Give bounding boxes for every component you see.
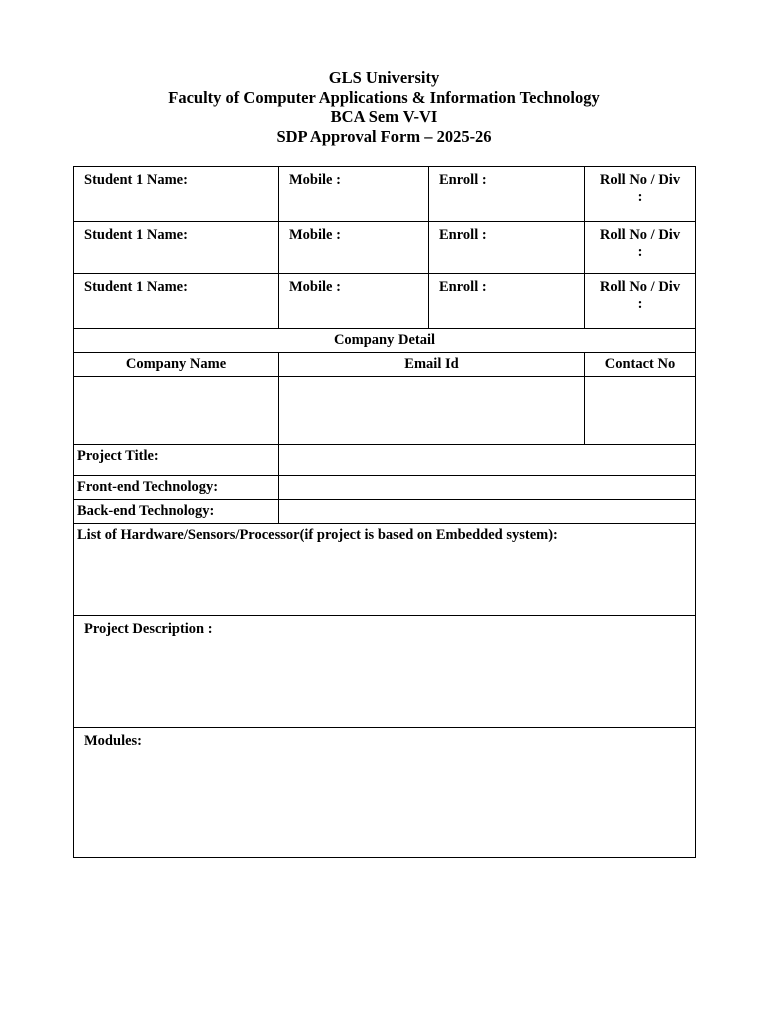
student-mobile-cell[interactable] — [279, 274, 429, 329]
student-mobile-label: Mobile : — [289, 279, 341, 295]
modules-field[interactable] — [74, 728, 696, 858]
frontend-field[interactable] — [279, 476, 696, 500]
student-name-label: Student 1 Name: — [84, 279, 188, 295]
project-title-label: Project Title: — [74, 445, 279, 476]
student-roll-label: Roll No / Div — [599, 227, 681, 243]
frontend-row — [74, 476, 696, 500]
description-label: Project Description : — [84, 621, 213, 637]
student-name-label: Student 1 Name: — [84, 227, 188, 243]
student-roll-label: Roll No / Div — [599, 279, 681, 295]
company-name-header: Company Name — [74, 353, 279, 377]
student-roll-label: Roll No / Div — [599, 172, 681, 188]
backend-label: Back-end Technology: — [74, 500, 279, 524]
project-title-field[interactable] — [279, 445, 696, 476]
student-row — [74, 222, 696, 274]
student-enroll-label: Enroll : — [439, 279, 487, 295]
student-row — [74, 274, 696, 329]
student-name-cell[interactable] — [74, 167, 279, 222]
form-title: SDP Approval Form – 2025-26 — [276, 126, 492, 146]
faculty-name: Faculty of Computer Applications & Information Technology — [168, 87, 600, 107]
university-name: GLS University — [328, 68, 440, 87]
student-enroll-label: Enroll : — [439, 172, 487, 188]
student-roll-cell[interactable] — [585, 222, 696, 274]
student-enroll-cell[interactable] — [429, 222, 585, 274]
student-roll-colon: : — [637, 243, 643, 260]
student-enroll-cell[interactable] — [429, 274, 585, 329]
project-title-row — [74, 445, 696, 476]
backend-row — [74, 500, 696, 524]
student-mobile-label: Mobile : — [289, 227, 341, 243]
description-field[interactable] — [74, 616, 696, 728]
company-contact-header: Contact No — [585, 353, 696, 377]
student-mobile-cell[interactable] — [279, 222, 429, 274]
program-name: BCA Sem V-VI — [330, 107, 438, 126]
approval-form-table — [73, 166, 696, 858]
student-roll-cell[interactable] — [585, 167, 696, 222]
student-mobile-cell[interactable] — [279, 167, 429, 222]
student-mobile-label: Mobile : — [289, 172, 341, 188]
modules-row — [74, 728, 696, 858]
student-name-cell[interactable] — [74, 222, 279, 274]
student-enroll-label: Enroll : — [439, 227, 487, 243]
student-roll-colon: : — [637, 295, 643, 312]
company-section-row — [74, 329, 696, 353]
student-enroll-cell[interactable] — [429, 167, 585, 222]
company-section-title: Company Detail — [74, 329, 696, 353]
student-roll-colon: : — [637, 188, 643, 205]
hardware-label: List of Hardware/Sensors/Processor(if project is based on Embedded system): — [77, 527, 558, 543]
company-email-field[interactable] — [279, 377, 585, 445]
hardware-row — [74, 524, 696, 616]
modules-label: Modules: — [84, 733, 142, 749]
company-header-row — [74, 353, 696, 377]
description-row — [74, 616, 696, 728]
company-name-field[interactable] — [74, 377, 279, 445]
student-name-cell[interactable] — [74, 274, 279, 329]
company-email-header: Email Id — [279, 353, 585, 377]
hardware-field[interactable] — [74, 524, 696, 616]
student-row — [74, 167, 696, 222]
student-roll-cell[interactable] — [585, 274, 696, 329]
frontend-label: Front-end Technology: — [74, 476, 279, 500]
company-entry-row — [74, 377, 696, 445]
company-contact-field[interactable] — [585, 377, 696, 445]
student-name-label: Student 1 Name: — [84, 172, 188, 188]
form-header — [0, 68, 768, 146]
backend-field[interactable] — [279, 500, 696, 524]
